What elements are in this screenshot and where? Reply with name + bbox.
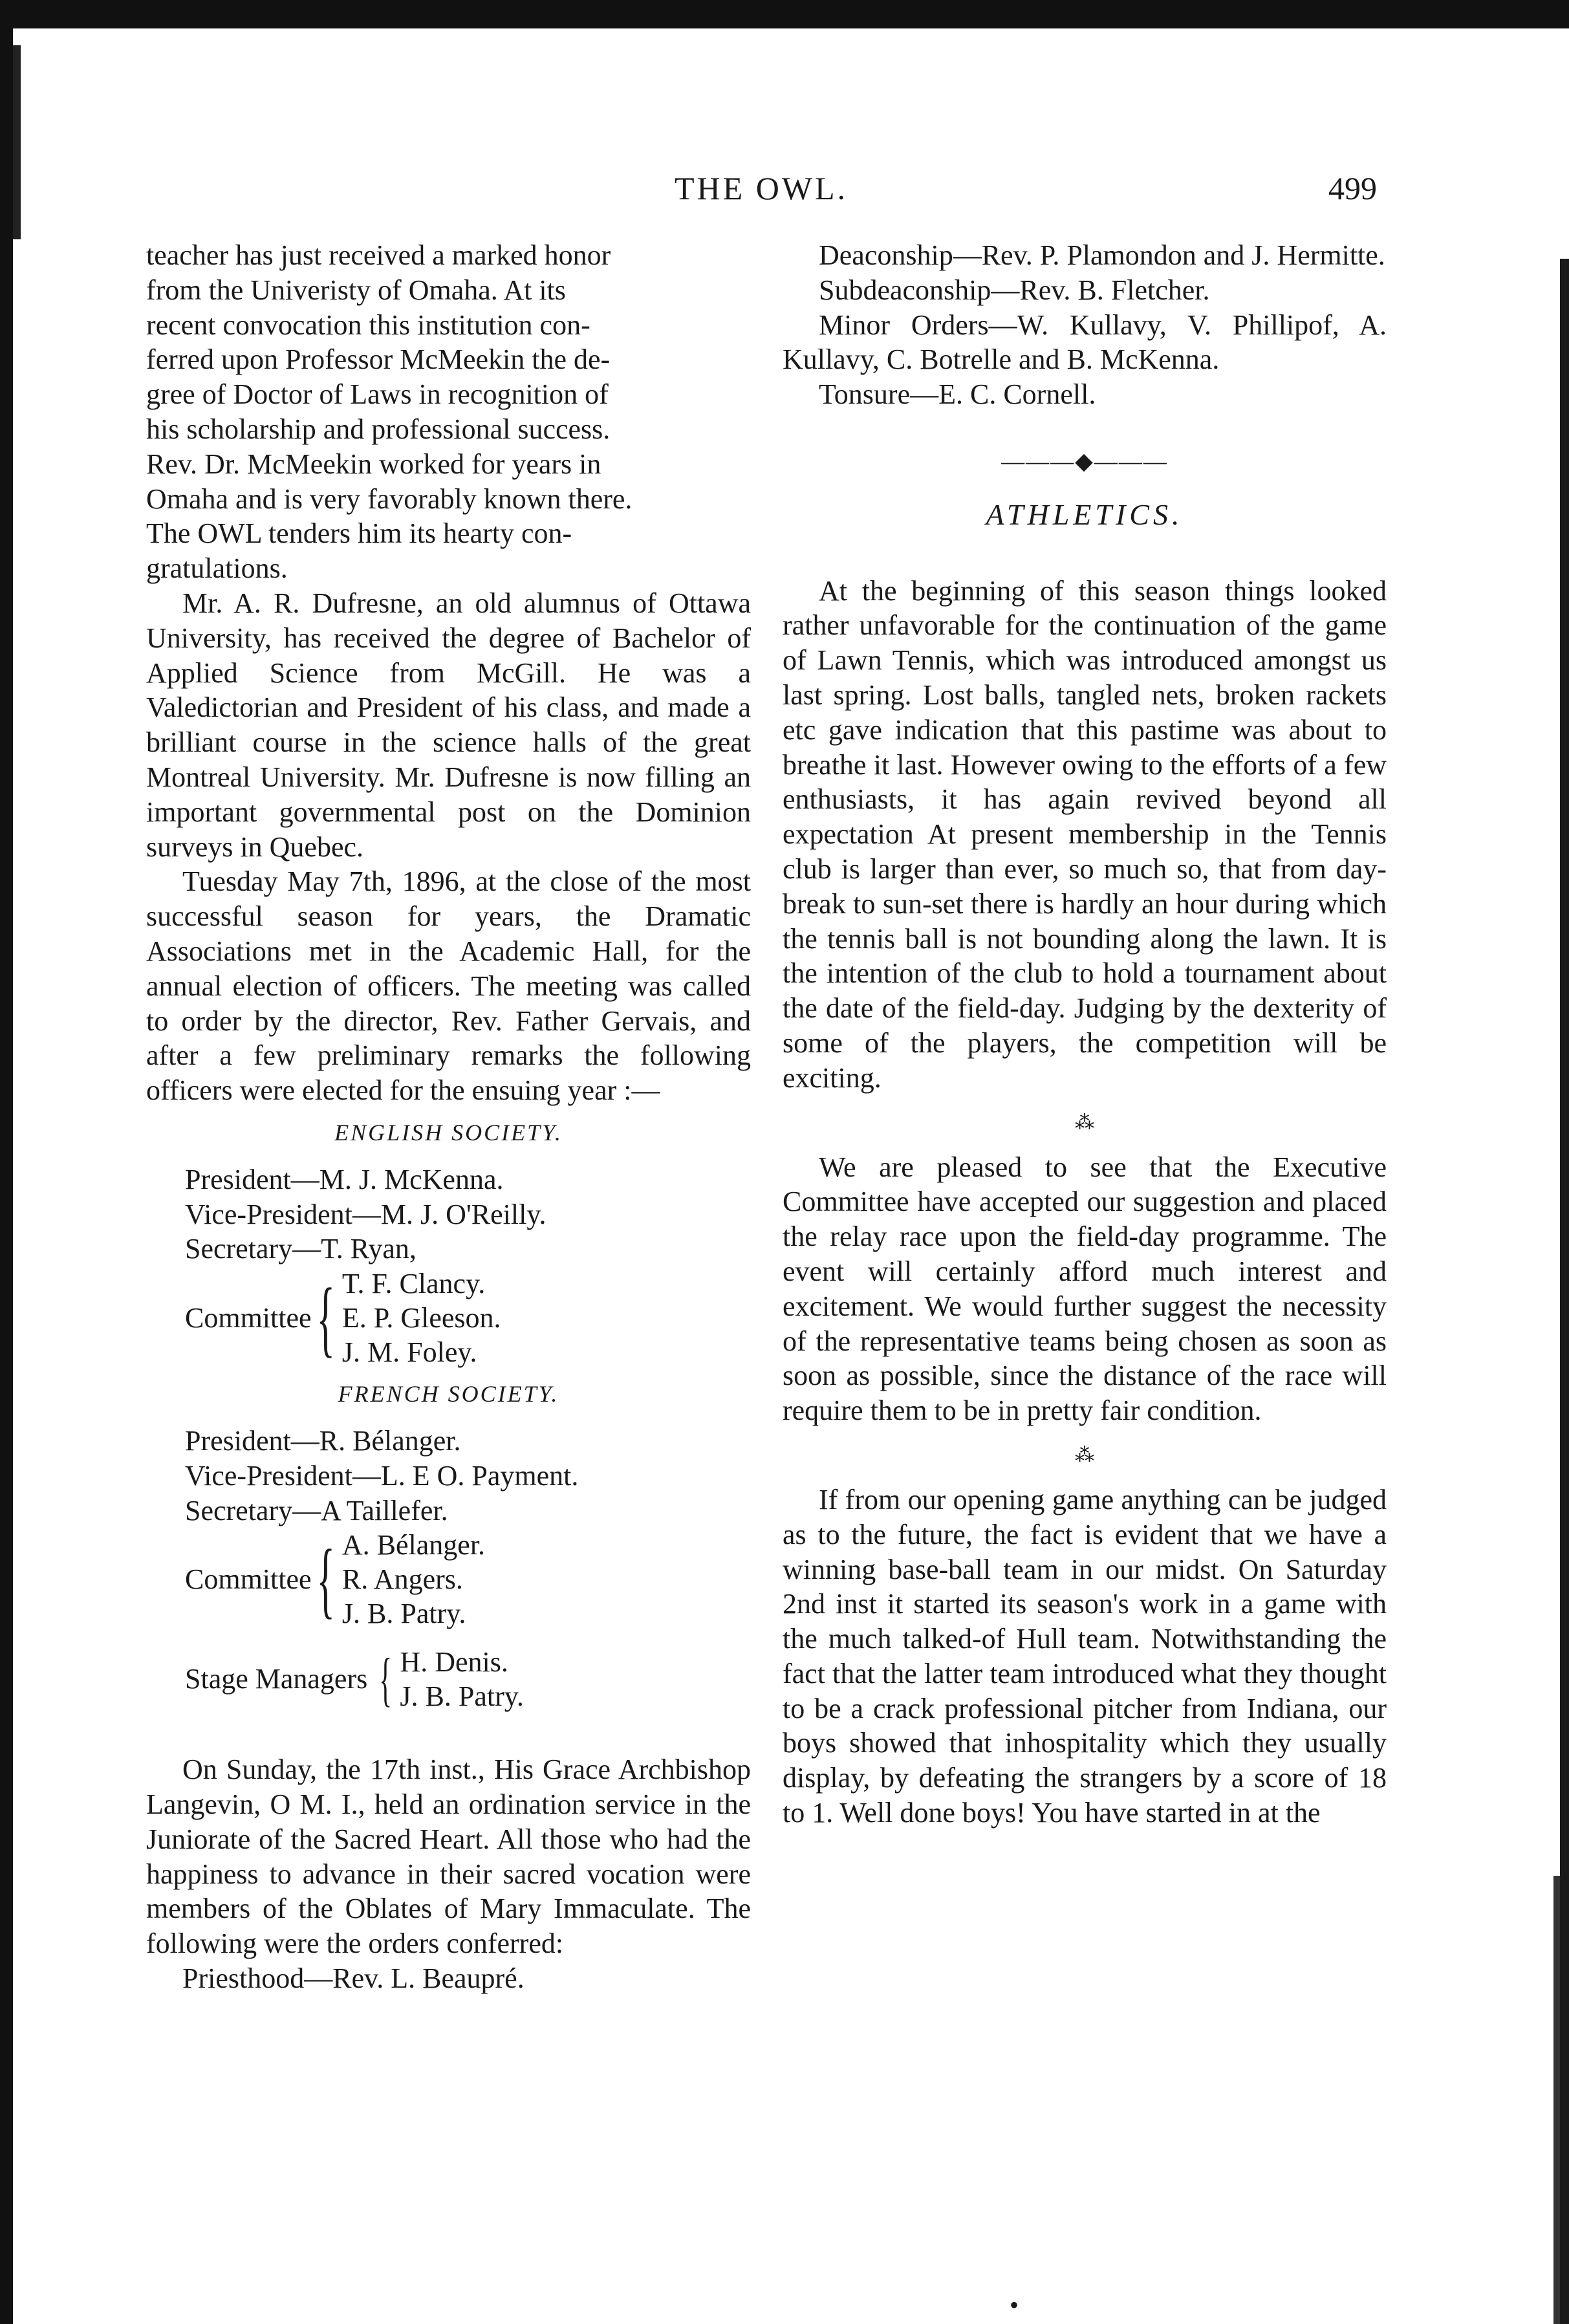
officer-secretary: Secretary—T. Ryan, — [185, 1233, 417, 1265]
committee-members — [342, 1266, 501, 1369]
page-number: 499 — [1328, 170, 1377, 206]
text-line: Omaha and is very favorably known there. — [146, 483, 633, 515]
text-line: teacher has just received a marked honor — [146, 239, 611, 271]
officer-secretary: Secretary—A Taillefer. — [185, 1494, 448, 1526]
officer-president: President—M. J. McKenna. — [185, 1163, 504, 1195]
stage-manager: H. Denis. — [400, 1646, 508, 1678]
officer-vice-president: Vice-President—M. J. O'Reilly. — [185, 1198, 546, 1230]
paragraph-dramatic-associations: Tuesday May 7th, 1896, at the close of the most successful season for years, the Dramatic Associations met in the Academic Hall, for the annual election of officers. The meeting was called to order by the director, Rev. Father Gervais, and after a few preliminary remarks the following officers were elected for the ensuing year :— — [146, 865, 751, 1107]
french-committee — [185, 1528, 751, 1631]
committee-member: A. Bélanger. — [341, 1529, 486, 1561]
brace-glyph: { — [379, 1646, 393, 1713]
athletics-paragraph-relay: We are pleased to see that the Executive Committee have accepted our suggestion and placed the relay race upon the field-day programme. The event will certainly afford much interest and excitement. We would further suggest the necessity of the representative teams being chosen as soon as soon as possible, since the distance of the race will require them to be in pretty fair condition. — [783, 1151, 1387, 1427]
page-header — [0, 169, 1569, 215]
text-line: ferred upon Professor McMeekin the de- — [146, 343, 611, 376]
scan-border-left — [0, 28, 13, 2324]
committee-label: Committee — [185, 1301, 312, 1334]
english-society-officers — [185, 1162, 751, 1266]
brace-glyph: { — [316, 1270, 335, 1365]
scan-border-right — [1560, 259, 1569, 2324]
english-society-heading: ENGLISH SOCIETY. — [334, 1119, 563, 1146]
asterism-divider: ⁂ — [1075, 1111, 1094, 1133]
stage-managers-members — [400, 1645, 524, 1713]
text-line: Rev. Dr. McMeekin worked for years in — [146, 448, 601, 480]
scan-border-right-edge — [1553, 1876, 1560, 2324]
running-title: THE OWL. — [675, 170, 849, 206]
order-tonsure: Tonsure—E. C. Cornell. — [819, 378, 1096, 411]
text-line: The OWL tenders him its hearty con- — [146, 517, 572, 550]
order-priesthood: Priesthood—Rev. L. Beaupré. — [182, 1962, 525, 1995]
french-society-heading: FRENCH SOCIETY. — [338, 1381, 559, 1407]
committee-member: T. F. Clancy. — [341, 1268, 486, 1300]
committee-member: R. Angers. — [341, 1563, 463, 1596]
stage-managers — [185, 1645, 751, 1713]
left-column — [146, 238, 751, 1996]
paragraph-dufresne: Mr. A. R. Dufresne, an old alumnus of Ottawa University, has received the degree of Bachelor of Applied Science from McGill. He was a Valedictorian and President of his class, and made a brilliant course in the science halls of the great Montreal University. Mr. Dufresne is now filling an important governmental post on the Dominion surveys in Quebec. — [146, 587, 751, 863]
officer-president: President—R. Bélanger. — [185, 1424, 461, 1457]
english-committee — [185, 1266, 751, 1369]
stage-managers-label: Stage Managers — [185, 1663, 368, 1695]
order-deaconship: Deaconship—Rev. P. Plamondon and J. Hermitte. — [819, 239, 1385, 271]
french-society-officers — [185, 1424, 751, 1528]
order-minor-orders: Minor Orders—W. Kullavy, V. Phillipof, A. Kullavy, C. Botrelle and B. McKenna. — [783, 309, 1387, 376]
committee-member: J. B. Patry. — [341, 1598, 466, 1630]
stage-manager: J. B. Patry. — [400, 1680, 524, 1713]
brace-glyph: { — [316, 1531, 335, 1627]
order-subdeaconship: Subdeaconship—Rev. B. Fletcher. — [819, 274, 1210, 306]
section-divider-ornament: ———◆——— — [1001, 448, 1168, 474]
committee-member: J. M. Foley. — [341, 1336, 477, 1369]
committee-member: E. P. Gleeson. — [341, 1302, 501, 1334]
athletics-paragraph-tennis: At the beginning of this season things looked rather unfavorable for the continuation of the game of Lawn Tennis, which was introduced amongst us last spring. Lost balls, tangled nets, broken rackets etc gave indication that this pastime was about to breathe it last. However owing to the efforts of a few enthusiasts, it has again revived beyond all expectation At present membership in the Tennis club is larger than ever, so much so, that from day-break to sun-set there is hardly an hour during which the tennis ball is not bounding along the lawn. It is the intention of the club to hold a tournament about the date of the field-day. Judging by the dexterity of some of the players, the competition will be exciting. — [783, 574, 1387, 1094]
text-line: gratulations. — [146, 552, 288, 585]
text-line: gree of Doctor of Laws in recognition of — [146, 378, 609, 411]
committee-members — [342, 1528, 485, 1631]
print-speck: • — [1010, 2290, 1019, 2319]
text-line: his scholarship and professional success. — [146, 413, 611, 445]
right-column — [783, 238, 1387, 1830]
committee-label: Committee — [185, 1563, 312, 1595]
athletics-heading: ATHLETICS. — [986, 497, 1184, 531]
text-line: from the Univeristy of Omaha. At its — [146, 274, 566, 306]
paragraph-mcmeekin — [146, 238, 751, 586]
paragraph-ordination: On Sunday, the 17th inst., His Grace Archbishop Langevin, O M. I., held an ordination service in the Juniorate of the Sacred Heart. All those who had the happiness to advance in their sacred vocation were members of the Oblates of Mary Immaculate. The following were the orders conferred: — [146, 1754, 751, 1960]
officer-vice-president: Vice-President—L. E O. Payment. — [185, 1459, 579, 1492]
athletics-paragraph-baseball: If from our opening game anything can be judged as to the future, the fact is evident that we have a winning base-ball team in our midst. On Saturday 2nd inst it started its season's work in a game with the much talked-of Hull team. Notwithstanding the fact that the latter team introduced what they thought to be a crack professional pitcher from Indiana, our boys showed that inhospitality which they usually display, by defeating the strangers by a score of 18 to 1. Well done boys! You have started in at the — [783, 1483, 1387, 1829]
text-line: recent convocation this institution con- — [146, 309, 590, 341]
scan-border-top — [0, 0, 1569, 28]
asterism-divider: ⁂ — [1075, 1444, 1094, 1466]
